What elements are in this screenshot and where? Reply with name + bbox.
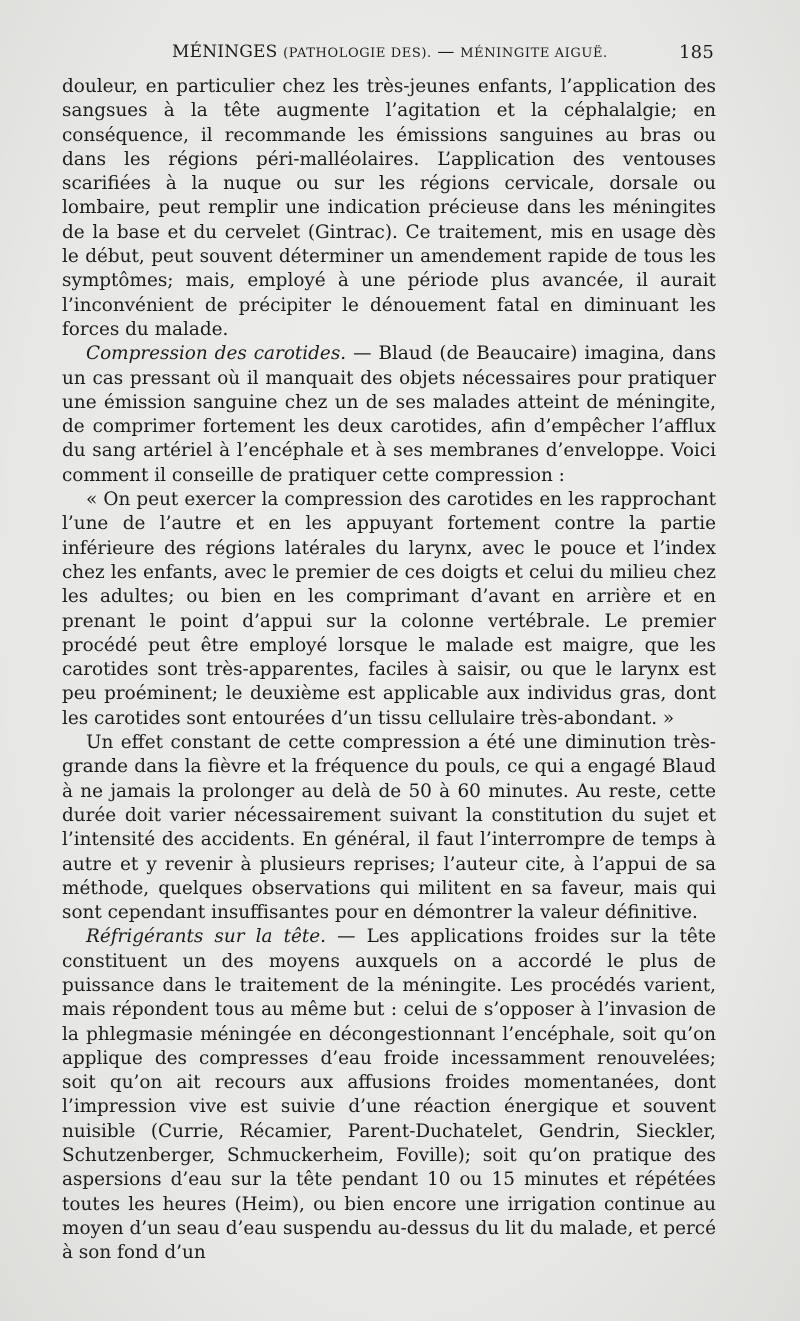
paragraph-lead-heading: Compression des carotides.	[86, 343, 347, 365]
title-subject: MÉNINGITE AIGUË.	[460, 46, 608, 61]
running-title	[172, 42, 608, 62]
body-text	[62, 75, 716, 1266]
paragraph-text: douleur, en particulier chez les très-jeunes enfants, l’application des sangsues à la tête augmente l’agitation et la céphalalgie; en conséquence, il recommande les émissions sanguines au bras ou dans les régions péri-malléolaires. L’application des ventouses scarifiées à la nuque ou sur les régions cervicale, dorsale ou lombaire, peut remplir une indication précieuse dans les méningites de la base et du cervelet (Gintrac). Ce traitement, mis en usage dès le début, peut souvent déterminer un amendement rapide de tous les symptômes; mais, employé à une période plus avancée, il aurait l’inconvénient de précipiter le dénouement fatal en diminuant les forces du malade.	[62, 76, 716, 340]
running-header	[62, 42, 714, 68]
title-dash: —	[437, 42, 455, 62]
paragraph-4	[62, 731, 716, 925]
paragraph-text: — Les applications froides sur la tête constituent un des moyens auxquels on a accordé le plus de puissance dans le traitement de la méningite. Les procédés varient, mais répondent tous au même but : celui de s’opposer à l’invasion de la phlegmasie méningée en décongestionnant l’encéphale, soit qu’on applique des compresses d’eau froide incessamment renouvelées; soit qu’on ait recours aux affusions froides momentanées, dont l’impression vive est suivie d’une réaction énergique et souvent nuisible (Currie, Récamier, Parent-Duchatelet, Gendrin, Sieckler, Schutzenberger, Schmuckerheim, Foville); soit qu’on pratique des aspersions d’eau sur la tête pendant 10 ou 15 minutes et répétées toutes les heures (Heim), ou bien encore une irrigation continue au moyen d’un seau d’eau suspendu au-dessus du lit du malade, et percé à son fond d’un	[62, 926, 716, 1264]
paragraph-text: Un effet constant de cette compression a été une diminution très-grande dans la fièvre et la fréquence du pouls, ce qui a engagé Blaud à ne jamais la prolonger au delà de 50 à 60 minutes. Au reste, cette durée doit varier nécessairement suivant la constitution du sujet et l’intensité des accidents. En général, il faut l’interrompre de temps à autre et y revenir à plusieurs reprises; l’auteur cite, à l’appui de sa méthode, quelques observations qui militent en sa faveur, mais qui sont cependant insuffisantes pour en démontrer la valeur définitive.	[62, 732, 716, 924]
page-number: 185	[679, 42, 714, 63]
title-main: MÉNINGES	[172, 42, 278, 62]
paragraph-text: « On peut exercer la compression des carotides en les rapprochant l’une de l’autre et en les appuyant fortement contre la partie inférieure des régions latérales du larynx, avec le pouce et l’index chez les enfants, avec le premier de ces doigts et celui du milieu chez les adultes; ou bien en les comprimant d’avant en arrière et en prenant le point d’appui sur la colonne vertébrale. Le premier procédé peut être employé lorsque le malade est maigre, que les carotides sont très-apparentes, faciles à saisir, ou que le larynx est peu proéminent; le deuxième est applicable aux individus gras, dont les carotides sont entourées d’un tissu cellulaire très-abondant. »	[62, 489, 716, 729]
paragraph-3	[62, 488, 716, 731]
paragraph-2	[62, 342, 716, 488]
paragraph-text: — Blaud (de Beaucaire) imagina, dans un cas pressant où il manquait des objets nécessaires pour pratiquer une émission sanguine chez un de ses malades atteint de méningite, de comprimer fortement les deux carotides, afin d’empêcher l’afflux du sang artériel à l’encéphale et à ses membranes d’enveloppe. Voici comment il conseille de pratiquer cette compression :	[62, 343, 717, 486]
paragraph-1	[62, 75, 716, 342]
title-parenthetical: (PATHOLOGIE DES).	[283, 46, 432, 61]
paragraph-5	[62, 925, 716, 1265]
paragraph-lead-heading: Réfrigérants sur la tête.	[86, 926, 326, 948]
